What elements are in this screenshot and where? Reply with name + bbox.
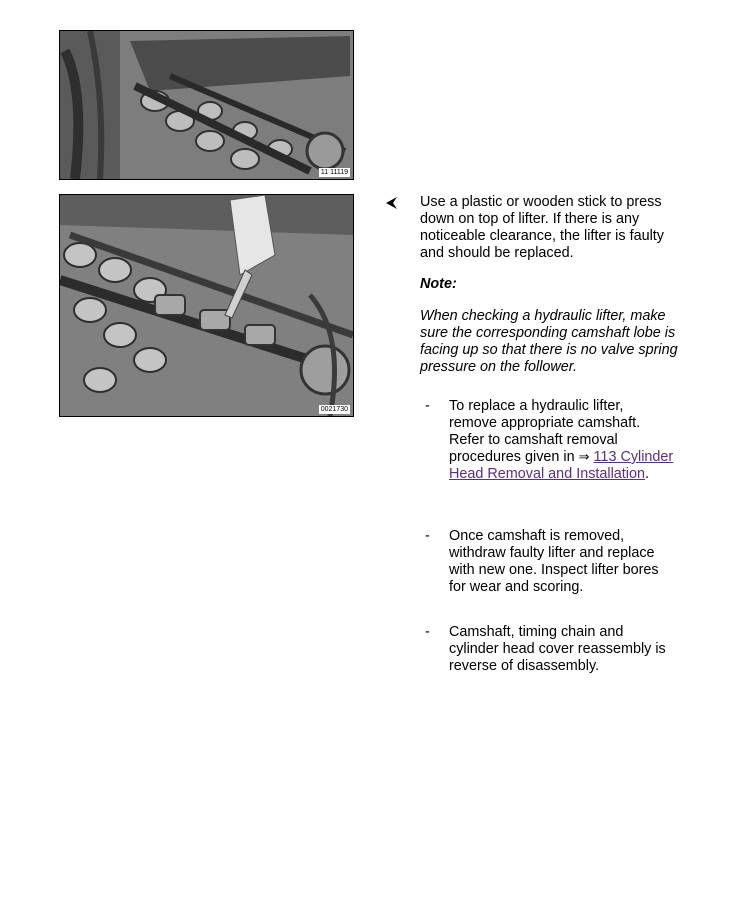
note-label: Note:	[420, 276, 457, 292]
step-text	[449, 398, 674, 483]
photo-id-label: 11 11119	[320, 169, 348, 176]
photo-id-label: 0021730	[320, 406, 348, 413]
left-pointer-icon	[384, 195, 400, 211]
camshaft-photo	[59, 30, 354, 180]
reference-arrow-icon: ⇒	[578, 450, 590, 465]
note-text: When checking a hydraulic lifter, make sure the corresponding camshaft lobe is facing up so that there is no valve spring pressure on the follower.	[420, 308, 678, 375]
step-dash: -	[425, 528, 430, 544]
step-dash: -	[425, 624, 430, 640]
engine-camshaft-photo-icon	[60, 31, 353, 179]
step-text-before: To replace a hydraulic lifter, remove appropriate camshaft. Refer to camshaft removal procedures given in	[449, 398, 641, 465]
step-text-after: .	[645, 466, 649, 482]
step-text: Camshaft, timing chain and cylinder head cover reassembly is reverse of disassembly.	[449, 624, 666, 674]
engine-lifter-check-photo-icon	[60, 195, 353, 416]
lifter-check-photo	[59, 194, 354, 417]
step-text: Once camshaft is removed, withdraw faulty lifter and replace with new one. Inspect lifter bores for wear and scoring.	[449, 528, 659, 595]
cylinder-head-link[interactable]: 113 Cylinder Head Removal and Installation	[449, 449, 674, 482]
step-dash: -	[425, 398, 430, 414]
instruction-text: Use a plastic or wooden stick to press down on top of lifter. If there is any noticeable clearance, the lifter is faulty and should be replaced.	[420, 194, 664, 261]
